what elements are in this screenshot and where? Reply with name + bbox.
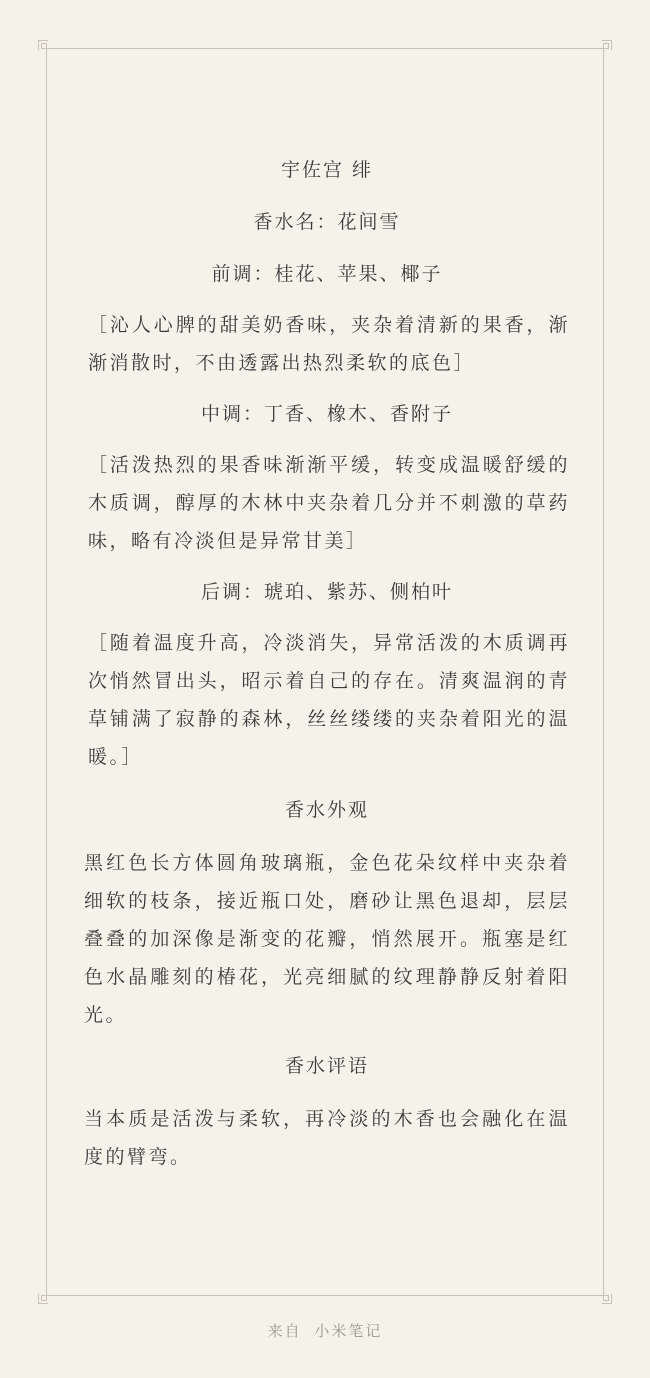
note-content — [84, 150, 570, 1176]
frame-corner-square — [603, 43, 609, 49]
middle-notes-description: ［活泼热烈的果香味渐渐平缓，转变成温暖舒缓的木质调，醇厚的木林中夹杂着几分并不刺激的草药味，略有冷淡但是异常甘美］ — [88, 454, 570, 552]
footer-app-name: 小米笔记 — [314, 1322, 383, 1340]
appearance-heading: 香水外观 — [284, 799, 369, 821]
frame-corner-square — [603, 1295, 609, 1301]
top-notes-description: ［沁人心脾的甜美奶香味，夹杂着清新的果香，渐渐消散时，不由透露出热烈柔软的底色］ — [88, 314, 570, 374]
perfume-name: 香水名：花间雪 — [253, 211, 401, 233]
footer-from: 来自 — [267, 1322, 302, 1340]
author-name: 宇佐宫 绯 — [280, 159, 374, 181]
review-text: 当本质是活泼与柔软，再冷淡的木香也会融化在温度的臂弯。 — [84, 1108, 570, 1168]
middle-notes-heading: 中调：丁香、橡木、香附子 — [200, 403, 453, 425]
frame-corner-square — [41, 43, 47, 49]
frame-corner-square — [41, 1295, 47, 1301]
appearance-text: 黑红色长方体圆角玻璃瓶，金色花朵纹样中夹杂着细软的枝条，接近瓶口处，磨砂让黑色退却，层层叠叠的加深像是渐变的花瓣，悄然展开。瓶塞是红色水晶雕刻的椿花，光亮细腻的纹理静静反射着阳光。 — [84, 852, 570, 1026]
review-heading: 香水评语 — [284, 1055, 369, 1077]
base-notes-heading: 后调：琥珀、紫苏、侧柏叶 — [200, 581, 453, 603]
footer-source — [0, 1320, 650, 1341]
top-notes-heading: 前调：桂花、苹果、椰子 — [211, 263, 443, 285]
base-notes-description: ［随着温度升高，冷淡消失，异常活泼的木质调再次悄然冒出头，昭示着自己的存在。清爽温润的青草铺满了寂静的森林，丝丝缕缕的夹杂着阳光的温暖。］ — [88, 632, 570, 768]
